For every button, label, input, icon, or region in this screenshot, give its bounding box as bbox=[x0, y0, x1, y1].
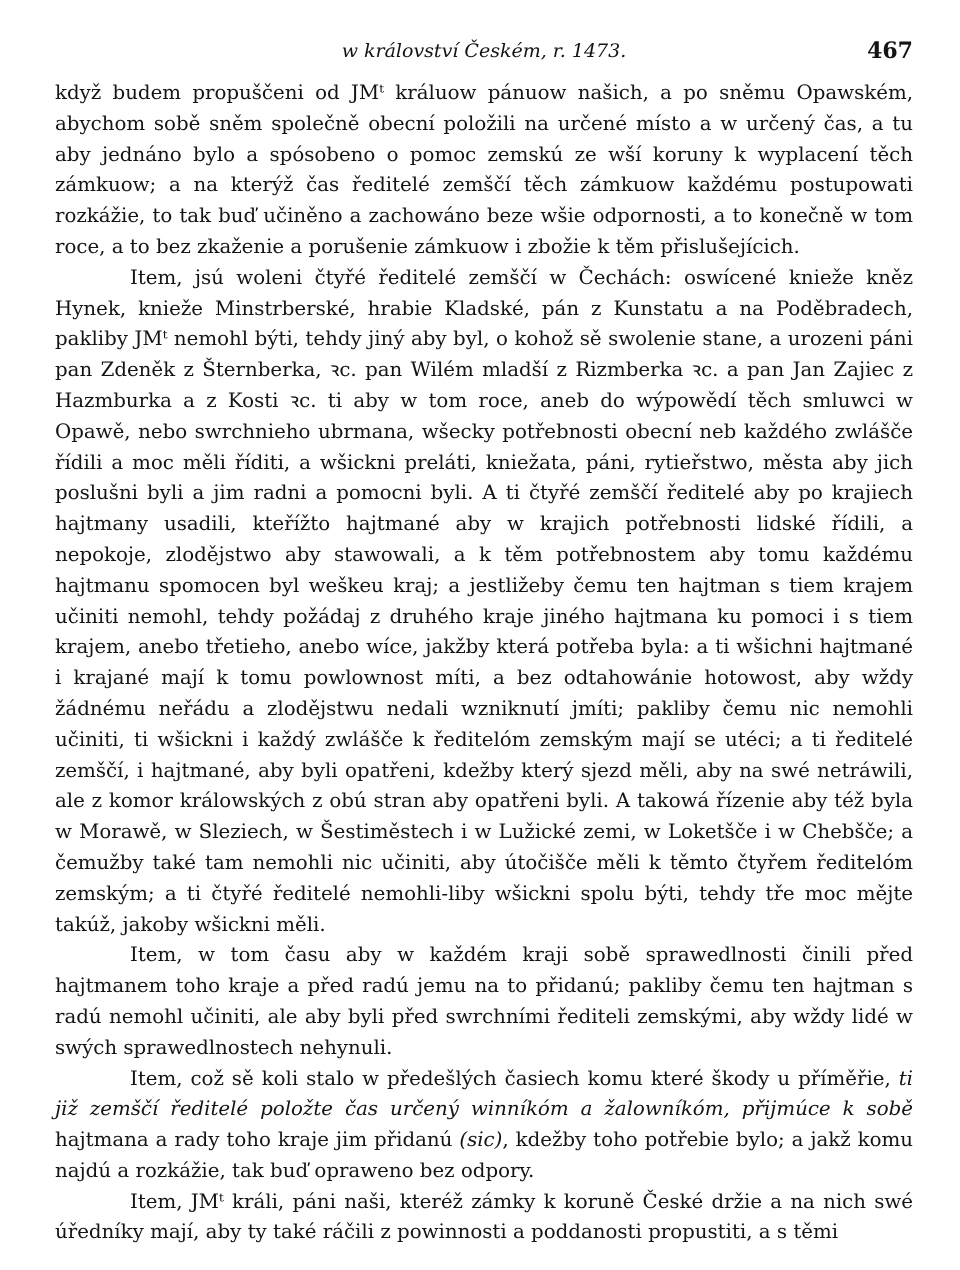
paragraph-4-italic: ti již zemščí ředitelé položte čas určený winníkóm a žalowníkóm, přijmúce k sobě bbox=[55, 1066, 913, 1121]
body-text bbox=[55, 78, 913, 1248]
paragraph-4-lead: Item, což sě koli stalo w předešlých časiech komu které škody u příměřie, bbox=[130, 1066, 891, 1090]
paragraph-4-tail: , kdežby toho potřebie bylo; a jakž komu najdú a rozkážie, tak buď opraweno bez odpory. bbox=[55, 1128, 913, 1182]
sic-note: (sic) bbox=[459, 1128, 503, 1152]
running-head: w království Českém, r. 1473. bbox=[341, 40, 627, 62]
page-header bbox=[55, 38, 913, 68]
paragraph-3: Item, w tom času aby w každém kraji sobě sprawedlnosti činili před hajtmanem toho kraje a před radú jemu na to přidanú; pakliby čemu ten hajtman s radú nemohl učiniti, ale aby byli před swrchními řediteli zemskými, aby wždy lidé w swých sprawedlnostech nehynuli. bbox=[55, 943, 913, 1059]
paragraph-1: když budem propuščeni od JMᵗ králuow pánuow našich, a po sněmu Opawském, abychom sobě sněm společně obecní položili na určené místo a w určený čas, a tu aby jednáno bylo a spósobeno o pomoc zemskú ze wší koruny k wyplacení těch zámkuow; a na kterýž čas ředitelé zemščí těch zámkuow každému postupowati rozkážie, to tak buď učiněno a zachowáno beze wšie odpornosti, a to konečně w tom roce, a to bez zkaženie a porušenie zámkuow i zbožie k těm přislušejícich. bbox=[55, 81, 913, 258]
paragraph-2: Item, jsú woleni čtyřé ředitelé zemščí w Čechách: oswícené knieže kněz Hynek, knieže Minstrberské, hrabie Kladské, pán z Kunstatu a na Poděbradech, pakliby JMᵗ nemohl býti, tehdy jiný aby byl, o kohož sě swolenie stane, a urozeni páni pan Zdeněk z Šternberka, ꝛc. pan Wilém mladší z Rizmberka ꝛc. a pan Jan Zajiec z Hazmburka a z Kosti ꝛc. ti aby w tom roce, aneb do wýpowědí těch smluwci w Opawě, nebo swrchnieho ubrmana, wšecky potřebnosti obecní neb každého zwlášče řídili a moc měli říditi, a wšickni preláti, kniežata, páni, rytieřstwo, města aby jich poslušni byli a jim radni a pomocni byli. A ti čtyřé zemščí ředitelé aby po krajiech hajtmany usadili, kteřížto hajtmané aby w krajich potřebnosti lidské řídili, a nepokoje, zlodějstwo aby stawowali, a k těm potřebnostem aby tomu každému hajtmanu spomocen byl weškeu kraj; a jestližeby čemu ten hajtman s tiem krajem učiniti nemohl, tehdy požádaj z druhého kraje jiného hajtmana ku pomoci i s tiem krajem, anebo třetieho, anebo wíce, jakžby která potřeba byla: a ti wšichni hajtmané i krajané mají k tomu powlownost míti, a bez odtahowánie hotowost, aby wždy žádnému neřádu a zlodějstwu nedali wzniknutí jmíti; pakliby čemu nic nemohli učiniti, ti wšickni i každý zwlášče k ředitelóm zemským mají se utéci; a ti ředitelé zemščí, i hajtmané, aby byli opatřeni, kdežby který sjezd měli, aby na swé netráwili, ale z komor králowských z obú stran aby opatřeni byli. A takowá řízenie aby též byla w Morawě, w Sleziech, w Šestiměstech i w Lužické zemi, w Loketšče i w Chebšče; a čemužby také tam nemohli nic učiniti, aby útočišče měli k těmto čtyřem ředitelóm zemským; a ti čtyřé ředitelé nemohli-liby wšickni spolu býti, tehdy tře moc mějte takúž, jakoby wšickni měli. bbox=[55, 265, 913, 936]
paragraph-4-middle: hajtmana a rady toho kraje jim přidanú bbox=[55, 1128, 453, 1152]
paragraph-5: Item, JMᵗ králi, páni naši, kteréž zámky k koruně České držie a na nich swé úředníky mají, aby ty také ráčili z powinnosti a poddanosti propustiti, a s těmi bbox=[55, 1189, 913, 1244]
book-page bbox=[55, 38, 913, 1248]
page-number: 467 bbox=[867, 38, 913, 64]
paragraph-4 bbox=[55, 1064, 913, 1187]
